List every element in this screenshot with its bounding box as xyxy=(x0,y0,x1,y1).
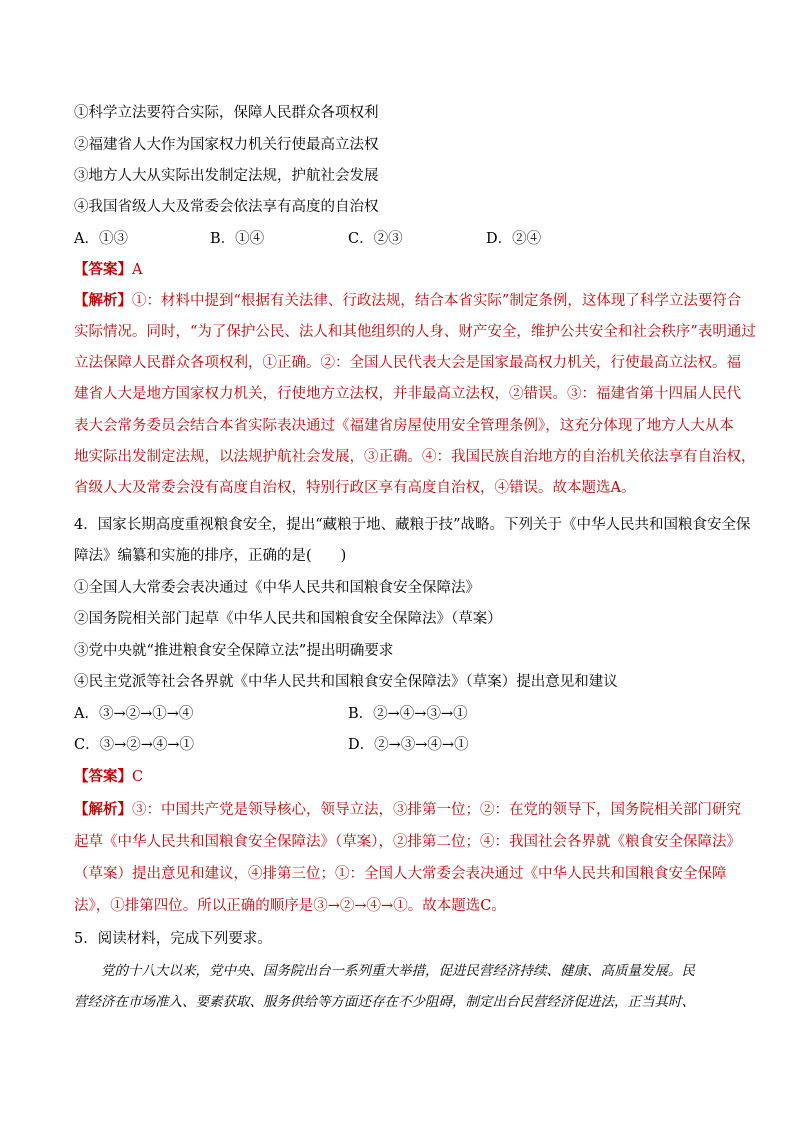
q3-analysis-line-1 xyxy=(74,291,742,311)
q5-stem: 5．阅读材料，完成下列要求。 xyxy=(74,931,272,947)
q4-option-a: A．③→②→①→④ xyxy=(74,706,194,722)
q3-answer-value: A xyxy=(132,262,143,278)
q4-option-b: B．②→④→③→① xyxy=(348,706,468,722)
q3-analysis-line-4: 建省人大是地方国家权力机关，行使地方立法权，并非最高立法权，②错误。③：福建省第十四届人民代 xyxy=(74,386,741,402)
q4-item-1: ①全国人大常委会表决通过《中华人民共和国粮食安全保障法》 xyxy=(74,580,480,596)
q3-item-2: ②福建省人大作为国家权力机关行使最高立法权 xyxy=(74,137,379,153)
q3-item-1: ①科学立法要符合实际，保障人民群众各项权利 xyxy=(74,105,379,121)
q3-analysis-line-3: 立法保障人民群众各项权利，①正确。②：全国人民代表大会是国家最高权力机关，行使最高立法权。福 xyxy=(74,355,741,371)
q5-material-line-2: 营经济在市场准入、要素获取、服务供给等方面还存在不少阻碍，制定出台民营经济促进法，正当其时、 xyxy=(74,994,695,1010)
q4-answer xyxy=(74,767,724,787)
q3-analysis-label: 【解析】 xyxy=(74,292,132,309)
q4-item-2: ②国务院相关部门起草《中华人民共和国粮食安全保障法》（草案） xyxy=(74,611,502,627)
q3-answer-label: 【答案】 xyxy=(74,261,132,278)
q4-answer-value: C xyxy=(132,769,144,785)
q3-option-d: D．②④ xyxy=(486,231,542,247)
q4-analysis-text-1: ③：中国共产党是领导核心，领导立法，③排第一位；②：在党的领导下，国务院相关部门研究 xyxy=(132,802,741,818)
q4-stem-line-1: 4．国家长期高度重视粮食安全，提出“藏粮于地、藏粮于技”战略。下列关于《中华人民共和国粮食安全保 xyxy=(74,517,751,533)
q4-item-3: ③党中央就“推进粮食安全保障立法”提出明确要求 xyxy=(74,643,394,659)
q4-answer-label: 【答案】 xyxy=(74,768,132,785)
q3-analysis-line-2: 实际情况。同时，“为了保护公民、法人和其他组织的人身、财产安全，维护公共安全和社会秩序”表明通过 xyxy=(74,324,756,340)
q3-answer xyxy=(74,260,724,280)
q4-option-d: D．②→③→④→① xyxy=(348,737,469,753)
q3-analysis-line-5: 表大会常务委员会结合本省实际表决通过《福建省房屋使用安全管理条例》，这充分体现了地方人大从本 xyxy=(74,418,734,434)
q4-analysis-line-4: 法》，①排第四位。所以正确的顺序是③→②→④→①。故本题选C。 xyxy=(74,898,506,914)
q4-analysis-line-3: （草案）提出意见和建议，④排第三位；①：全国人大常委会表决通过《中华人民共和国粮食安全保障 xyxy=(74,866,727,882)
q4-item-4: ④民主党派等社会各界就《中华人民共和国粮食安全保障法》（草案）提出意见和建议 xyxy=(74,674,618,690)
q3-item-4: ④我国省级人大及常委会依法享有高度的自治权 xyxy=(74,199,379,215)
q4-analysis-line-2: 起草《中华人民共和国粮食安全保障法》（草案），②排第二位；④：我国社会各界就《粮食安全保障法》 xyxy=(74,834,741,850)
q3-option-a: A．①③ xyxy=(74,231,128,247)
q3-analysis-line-7: 省级人大及常委会没有高度自治权，特别行政区享有高度自治权，④错误。故本题选A。 xyxy=(74,480,636,496)
q3-option-b: B．①④ xyxy=(210,231,265,247)
q4-stem-line-2: 障法》编纂和实施的排序，正确的是( ) xyxy=(74,548,347,564)
q3-option-c: C．②③ xyxy=(348,231,403,247)
q4-option-c: C．③→②→④→① xyxy=(74,737,195,753)
q3-analysis-line-6: 地实际出发制定法规，以法规护航社会发展，③正确。④：我国民族自治地方的自治机关依法享有自治权， xyxy=(74,449,756,465)
q3-analysis-text-1: ①：材料中提到“根据有关法律、行政法规，结合本省实际”制定条例，这体现了科学立法要符合 xyxy=(132,293,742,309)
q5-material-line-1: 党的十八大以来，党中央、国务院出台一系列重大举措，促进民营经济持续、健康、高质量发展。民 xyxy=(74,963,695,979)
q4-analysis-label: 【解析】 xyxy=(74,801,132,818)
q3-item-3: ③地方人大从实际出发制定法规，护航社会发展 xyxy=(74,168,379,184)
q4-analysis-line-1 xyxy=(74,800,741,820)
